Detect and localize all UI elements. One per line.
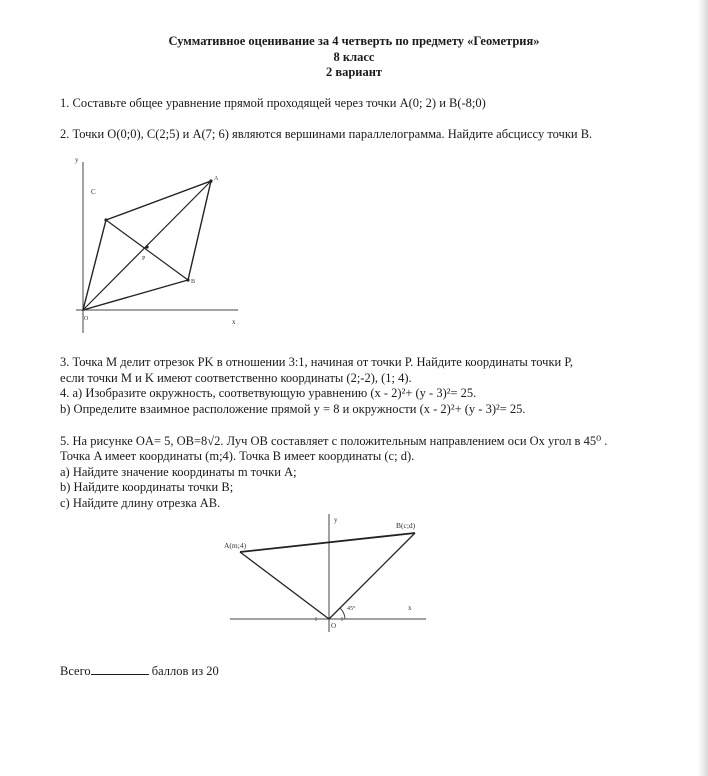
- triangle-figure: [220, 510, 440, 635]
- segment-OB: [329, 533, 415, 619]
- fig2-label-x: x: [408, 604, 412, 612]
- task-3-line-2: если точки M и K имеют соответственно координаты (2;-2), (1; 4).: [60, 371, 412, 385]
- fig2-label-angle: 45°: [347, 606, 356, 612]
- point-P-dot: [145, 245, 148, 248]
- task-1: 1. Составьте общее уравнение прямой проходящей через точки A(0; 2) и B(-8;0): [60, 96, 486, 110]
- fig2-label-A: A(m;4): [224, 541, 247, 550]
- task-4b: b) Определите взаимное расположение прямой y = 8 и окружности (x - 2)²+ (y - 3)²= 25.: [60, 402, 526, 416]
- point-B-dot: [186, 278, 189, 281]
- score-blank[interactable]: [91, 663, 149, 675]
- fig2-label-B: B(c;d): [396, 521, 416, 530]
- fig2-label-y: y: [334, 516, 338, 524]
- parallelogram-figure: [66, 150, 256, 340]
- task-5c: c) Найдите длину отрезка AB.: [60, 496, 221, 510]
- segment-AB: [240, 533, 415, 552]
- fig1-label-B: B: [191, 279, 196, 285]
- fig1-label-C: C: [91, 188, 96, 196]
- point-A-dot: [209, 179, 212, 182]
- page-edge-shadow: [698, 0, 708, 776]
- fig1-label-x: x: [232, 318, 236, 326]
- diagonal-CB: [106, 220, 188, 280]
- task-5a: a) Найдите значение координаты m точки A;: [60, 465, 297, 479]
- points-label: баллов из 20: [151, 664, 219, 678]
- point-C-dot: [104, 218, 107, 221]
- task-4a: 4. а) Изобразите окружность, соответвующую уравнению (x - 2)²+ (y - 3)²= 25.: [60, 386, 477, 400]
- fig1-label-P: P: [142, 256, 146, 262]
- task-2: 2. Точки O(0;0), C(2;5) и A(7; 6) являются вершинами параллелограмма. Найдите абсциссу точки B.: [60, 127, 593, 141]
- task-5-line-2: Точка A имеет координаты (m;4). Точка B имеет координаты (c; d).: [60, 449, 415, 463]
- total-label: Всего: [60, 664, 91, 678]
- fig1-label-A: A: [214, 176, 219, 182]
- doc-title: Суммативное оценивание за 4 четверть по предмету «Геометрия»: [168, 34, 540, 48]
- fig1-label-y: y: [75, 156, 79, 164]
- task-5b: b) Найдите координаты точки B;: [60, 480, 234, 494]
- task-5-line-1: 5. На рисунке OA= 5, OB=8√2. Луч OB составляет с положительным направлением оси Ox угол в 45⁰ .: [60, 434, 608, 448]
- segment-OA: [240, 552, 329, 619]
- angle-arc-45: [340, 608, 345, 619]
- task-3-line-1: 3. Точка M делит отрезок PK в отношении 3:1, начиная от точки P. Найдите координаты точки P,: [60, 355, 574, 369]
- doc-variant: 2 вариант: [325, 65, 383, 79]
- fig2-label-O: O: [331, 622, 337, 630]
- score-line: [60, 663, 219, 679]
- fig1-label-O: O: [84, 316, 89, 322]
- doc-grade: 8 класс: [333, 50, 375, 64]
